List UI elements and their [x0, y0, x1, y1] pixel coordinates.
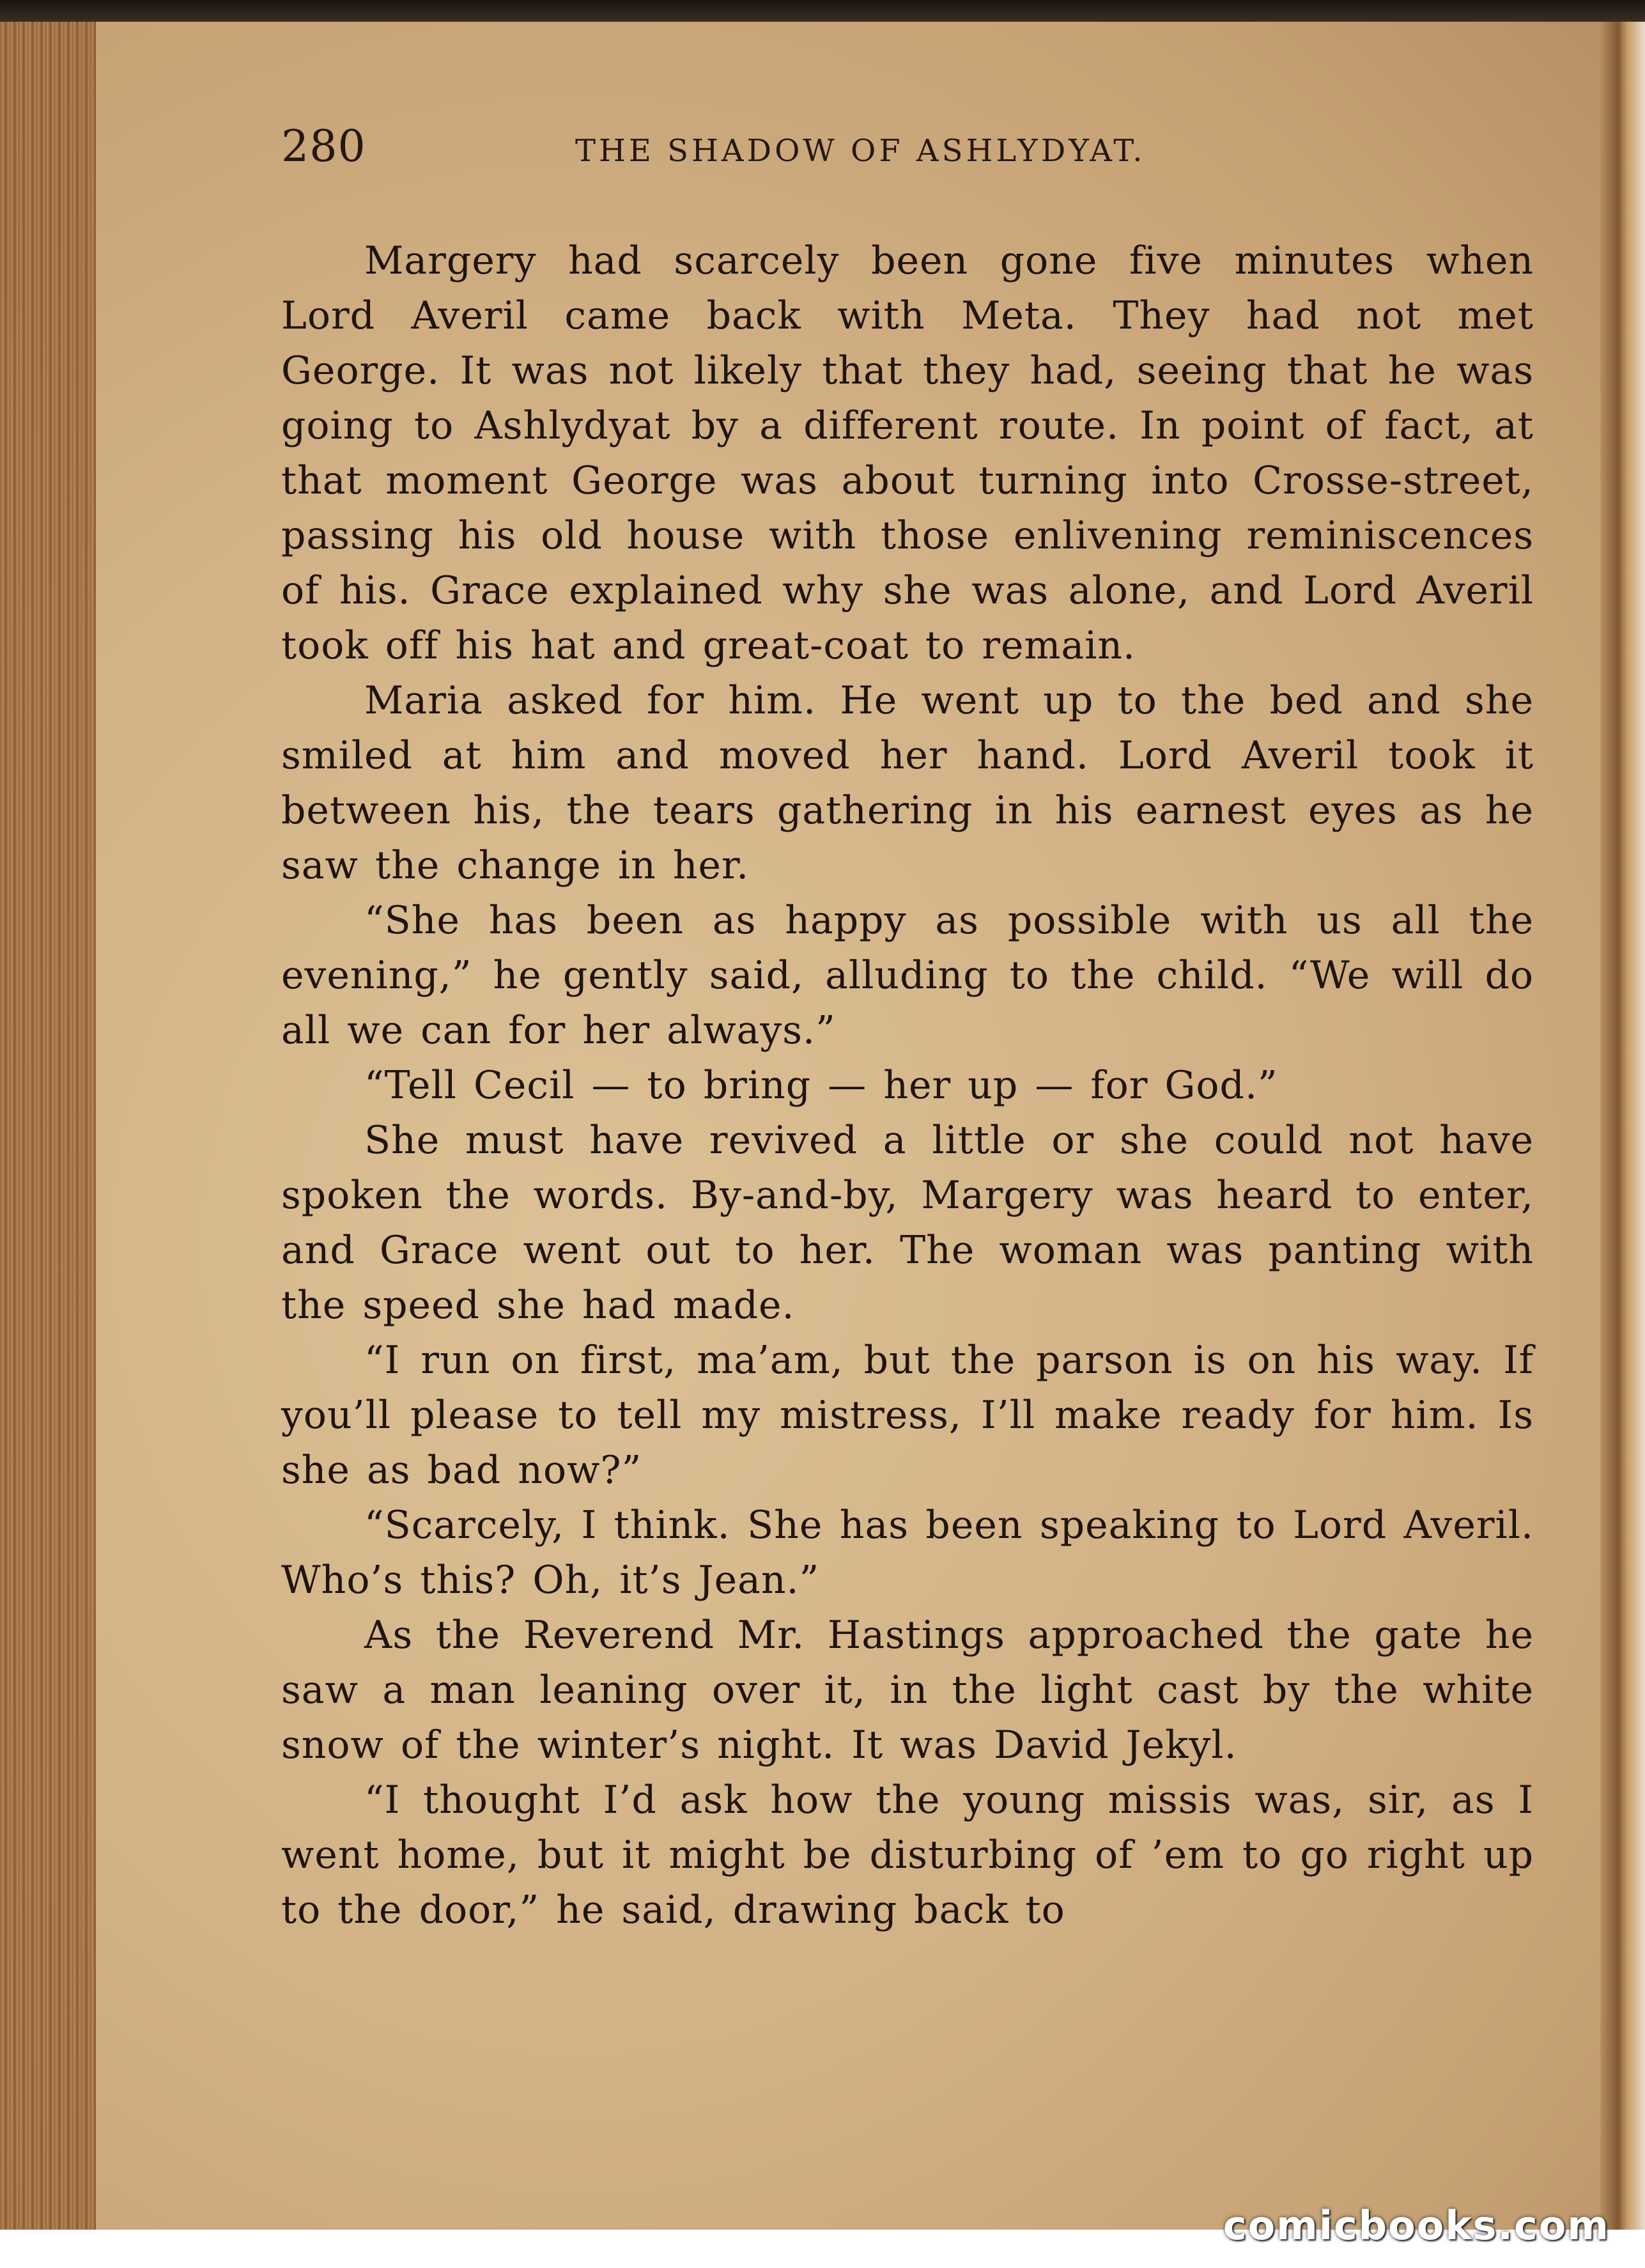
paragraph: “I thought I’d ask how the young missis was, sir, as I went home, but it might be disturbing of ’em to go right up to the door,” he said, drawing back to [281, 1778, 1534, 1932]
page-header [281, 121, 1495, 179]
watermark: comicbooks.com [1223, 2202, 1610, 2249]
paragraph: As the Reverend Mr. Hastings approached the gate he saw a man leaning over it, in the light cast by the white snow of the winter’s night. It was David Jekyl. [281, 1613, 1534, 1767]
body-text [281, 233, 1534, 1938]
paragraph: “Scarcely, I think. She has been speaking to Lord Averil. Who’s this? Oh, it’s Jean.” [281, 1503, 1534, 1603]
paragraph: “Tell Cecil — to bring — her up — for God.” [364, 1063, 1278, 1108]
paragraph: Margery had scarcely been gone five minutes when Lord Averil came back with Meta. They had not met George. It was not likely that they had, seeing that he was going to Ashlydyat by a different route. In point of fact, at that moment George was about turning into Crosse-street, passing his old house with those enlivening reminiscences of his. Grace explained why she was alone, and Lord Averil took off his hat and great-coat to remain. [281, 238, 1534, 668]
running-title: THE SHADOW OF ASHLYDYAT. [575, 133, 1146, 169]
paragraph: She must have revived a little or she could not have spoken the words. By-and-by, Margery was heard to enter, and Grace went out to her. The woman was panting with the speed she had made. [281, 1118, 1534, 1328]
page-number: 280 [281, 121, 366, 172]
page-left-edge [0, 22, 96, 2268]
page-right-edge [1600, 22, 1645, 2268]
paragraph: “I run on first, ma’am, but the parson is on his way. If you’ll please to tell my mistress, I’ll make ready for him. Is she as bad now?” [281, 1338, 1534, 1493]
paragraph: Maria asked for him. He went up to the bed and she smiled at him and moved her hand. Lord Averil took it between his, the tears gathering in his earnest eyes as he saw the change in her. [281, 678, 1534, 888]
page-top-edge [0, 0, 1645, 22]
paragraph: “She has been as happy as possible with us all the evening,” he gently said, alluding to the child. “We will do all we can for her always.” [281, 898, 1534, 1053]
